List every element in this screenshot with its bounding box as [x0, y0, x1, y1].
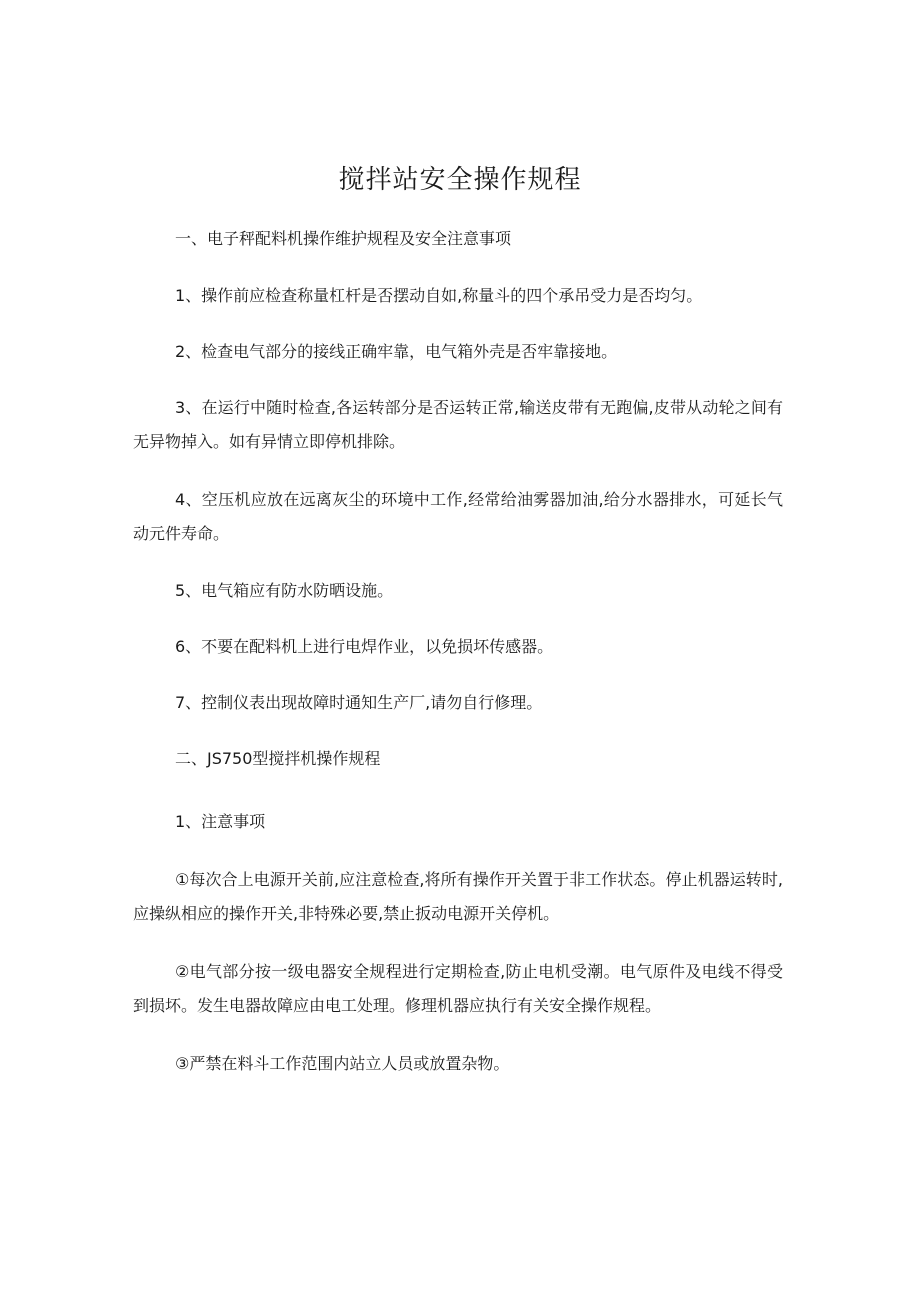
paragraph-1-1: 1、操作前应检查称量杠杆是否摆动自如,称量斗的四个承吊受力是否均匀。 [175, 286, 703, 305]
paragraph-1-7: 7、控制仪表出现故障时通知生产厂,请勿自行修理。 [175, 693, 543, 712]
document-title: 搅拌站安全操作规程 [338, 165, 582, 195]
paragraph-2-4: ③严禁在料斗工作范围内站立人员或放置杂物。 [175, 1054, 510, 1073]
paragraph-2-3: ②电气部分按一级电器安全规程进行定期检查,防止电机受潮。电气原件及电线不得受到损坏。发生电器故障应由电工处理。修理机器应执行有关安全操作规程。 [133, 962, 783, 1015]
paragraph-2-2: ①每次合上电源开关前,应注意检查,将所有操作开关置于非工作状态。停止机器运转时,应操纵相应的操作开关,非特殊必要,禁止扳动电源开关停机。 [133, 870, 783, 923]
paragraph-1-2: 2、检查电气部分的接线正确牢靠，电气箱外壳是否牢靠接地。 [175, 342, 618, 361]
paragraph-1-6: 6、不要在配料机上进行电焊作业，以免损坏传感器。 [175, 637, 554, 656]
section-heading-2: 二、JS750型搅拌机操作规程 [175, 749, 381, 768]
paragraph-2-1: 1、注意事项 [175, 812, 266, 831]
paragraph-1-5: 5、电气箱应有防水防晒设施。 [175, 581, 394, 600]
section-heading-1: 一、电子秤配料机操作维护规程及安全注意事项 [175, 229, 512, 248]
paragraph-1-4: 4、空压机应放在远离灰尘的环境中工作,经常给油雾器加油,给分水器排水，可延长气动元件寿命。 [133, 490, 783, 543]
paragraph-1-3: 3、在运行中随时检查,各运转部分是否运转正常,输送皮带有无跑偏,皮带从动轮之间有无异物掉入。如有异情立即停机排除。 [133, 398, 783, 451]
